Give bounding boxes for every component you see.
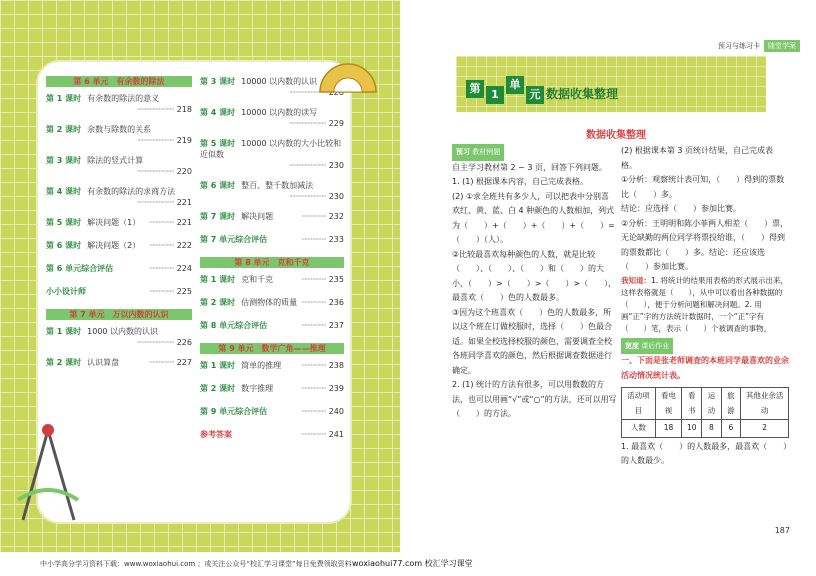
unit-char-4: 元	[526, 86, 544, 104]
unit-banner	[456, 56, 766, 112]
toc-entry-label	[46, 240, 140, 251]
toc-entry-label	[46, 357, 119, 368]
tip-label: 我知道：	[621, 275, 651, 285]
toc-lesson-number: 第 4 课时	[200, 108, 236, 117]
toc-page-number: ····· 240	[301, 406, 344, 417]
toc-summary-title: 第 6 单元综合评估	[46, 264, 114, 273]
toc-lesson-title: 数字推理	[241, 384, 274, 393]
toc-entry	[46, 155, 192, 177]
toc-entry-label	[200, 320, 267, 331]
question-line: 1. 最喜欢（ ）的人数最多，最喜欢（ ）的人数最少。	[621, 441, 788, 465]
intro-text: 自主学习教材第 2 ~ 3 页，回答下列问题。	[452, 162, 608, 172]
toc-lesson-title: 认识算盘	[87, 358, 120, 367]
toc-page-number: ····· 238	[301, 360, 344, 371]
toc-entry-label	[46, 286, 86, 297]
page-number: 187	[774, 526, 790, 535]
question-1	[452, 175, 617, 378]
toc-page-number: ····· 221	[149, 217, 192, 228]
toc-lesson-number: 第 2 课时	[200, 384, 236, 393]
toc-summary-title: 第 7 单元综合评估	[200, 235, 268, 244]
toc-entry	[46, 286, 192, 297]
table-row	[622, 420, 789, 438]
toc-entry-label	[200, 406, 267, 417]
toc-lesson-title: 有余数的除法的求商方法	[87, 187, 176, 196]
toc-lesson-number: 第 4 课时	[46, 187, 82, 196]
question-line: 1. (1) 根据课本内容，自己完成表格。	[452, 177, 589, 186]
toc-lesson-number: 第 1 课时	[46, 94, 82, 103]
toc-lesson-number: 第 1 课时	[200, 275, 236, 284]
tip-text: 1. 将统计的结果用表格的形式展示出来，这样表格就是（ ），从中可以看出各种数据的（ ），便于分析问题和解决问题。2. 用画“正”字的方法统计数据时，一个“正”字有（ ）笔，表示（ ）个被调查的事物。	[621, 275, 789, 333]
toc-entry	[46, 217, 192, 228]
toc-entry	[200, 406, 344, 417]
question-line: 结论：应选择（ ）参加比赛。	[621, 204, 741, 213]
toc-entry-label	[46, 263, 113, 274]
toc-entry	[200, 320, 344, 331]
toc-page-number: ····· 233	[301, 234, 344, 245]
toc-entry	[200, 360, 344, 371]
toc-page-number: ····· 220	[46, 166, 192, 177]
toc-lesson-title: 解决问题（1）	[87, 218, 141, 227]
toc-lesson-number: 第 3 课时	[200, 77, 236, 86]
survey-table	[621, 387, 789, 438]
table-cell: 10	[682, 420, 702, 438]
toc-summary-title: 参考答案	[200, 430, 232, 439]
toc-summary-title: 小小设计师	[46, 287, 86, 296]
toc-lesson-number: 第 6 课时	[46, 241, 82, 250]
toc-entry	[200, 180, 344, 202]
toc-entry-label	[46, 217, 140, 228]
practice-question-1	[621, 440, 789, 469]
footer-watermark: woxiaohui77.com 校汇学习课堂	[352, 559, 473, 568]
question-1-part-2	[621, 144, 789, 275]
toc-entry	[200, 383, 344, 394]
toc-lesson-title: 除法的竖式计算	[87, 156, 144, 165]
table-cell: 18	[655, 420, 682, 438]
toc-lesson-title: 估测物体的质量	[241, 298, 298, 307]
practice-intro: 一、下面是张老师调查的本班同学最喜欢的业余活动情况统计表。	[621, 356, 789, 380]
toc-page-number: ····· 225	[149, 286, 192, 297]
table-cell: 2	[741, 420, 789, 438]
toc-lesson-title: 10000 以内数的认识	[241, 77, 318, 86]
toc-entry	[46, 93, 192, 115]
toc-page-number: ····· 222	[149, 240, 192, 251]
question-2	[452, 378, 617, 422]
toc-lesson-title: 整百、整千数加减法	[241, 181, 314, 190]
toc-page-number: ····· 241	[301, 429, 344, 440]
question-line: ②比较最喜欢每种颜色的人数，就是比较（ ）、（ ）、（ ）和（ ）的大小，（ ）>（ ）>（ ）>（ ），最喜欢（ ）色的人数最多。	[452, 249, 617, 302]
toc-entry	[46, 186, 192, 208]
toc-entry	[200, 234, 344, 245]
toc-page-number: ····· 230	[200, 160, 344, 171]
toc-lesson-title: 克和千克	[241, 275, 274, 284]
table-header-cell: 旅游	[721, 388, 741, 420]
question-line: 2. (1) 统计的方法有很多，可以用数数的方法，也可以用画“√”或“○”的方法，还可以用写（ ）的方法。	[452, 380, 617, 418]
toc-entry	[46, 240, 192, 251]
content-column-right	[621, 144, 789, 469]
toc-entry	[46, 357, 192, 368]
toc-lesson-number: 第 3 课时	[46, 156, 82, 165]
toc-lesson-title: 解决问题	[241, 212, 274, 221]
toc-entry	[200, 211, 344, 222]
toc-lesson-number: 第 2 课时	[46, 358, 82, 367]
toc-entry	[200, 429, 344, 440]
unit-char-2: 1	[486, 86, 504, 104]
toc-entry	[200, 297, 344, 308]
unit-char-3: 单	[506, 76, 524, 94]
toc-lesson-number: 第 1 课时	[46, 327, 82, 336]
toc-entry-label	[200, 297, 297, 308]
toc-lesson-number: 第 5 课时	[200, 139, 236, 148]
compass-icon	[8, 420, 88, 530]
toc-page-number: ····· 218	[46, 104, 192, 115]
running-head-text: 预习与练习卡	[718, 42, 760, 50]
table-header-cell: 其他业余活动	[741, 388, 789, 420]
toc-entry	[46, 326, 192, 348]
toc-page-number: ····· 221	[46, 197, 192, 208]
table-header-cell: 看电视	[655, 388, 682, 420]
running-head-badge: 随堂学案	[764, 40, 800, 52]
toc-entry-label	[200, 211, 273, 222]
table-header-cell: 运动	[702, 388, 722, 420]
toc-entry-label	[200, 360, 281, 371]
toc-page-number: ····· 224	[149, 263, 192, 274]
toc-page-number: ····· 237	[301, 320, 344, 331]
unit-char-1: 第	[466, 80, 484, 98]
toc-summary-title: 第 8 单元综合评估	[200, 321, 268, 330]
toc-page-number: ····· 239	[301, 383, 344, 394]
toc-entry	[46, 124, 192, 146]
toc-page-number: ····· 236	[301, 297, 344, 308]
toc-unit-header: 第 6 单元 有余数的除法	[46, 76, 192, 87]
table-cell: 8	[702, 420, 722, 438]
toc-lesson-number: 第 2 课时	[200, 298, 236, 307]
toc-lesson-title: 余数与除数的关系	[87, 125, 152, 134]
toc-lesson-number: 第 7 课时	[200, 212, 236, 221]
unit-title: 数据收集整理	[546, 87, 619, 101]
toc-entry	[46, 263, 192, 274]
toc-page-number: ····· 232	[301, 211, 344, 222]
toc-lesson-title: 1000 以内数的认识	[87, 327, 159, 336]
toc-lesson-title: 简单的推理	[241, 361, 282, 370]
toc-entry-label	[200, 429, 232, 440]
toc-lesson-title: 10000 以内数的读写	[241, 108, 318, 117]
toc-entry-label	[200, 234, 267, 245]
toc-unit-header: 第 9 单元 数学广角——推理	[200, 343, 344, 354]
table-row-label: 人数	[622, 420, 656, 438]
toc-page-number: ····· 229	[200, 118, 344, 129]
toc-page-number: ····· 219	[46, 135, 192, 146]
toc-page-number: ····· 227	[149, 357, 192, 368]
toc-lesson-title: 有余数的除法的意义	[87, 94, 160, 103]
toc-page-number: ····· 226	[46, 337, 192, 348]
tag-preview: 预习 教材例题	[452, 144, 504, 161]
toc-column-right	[200, 76, 344, 452]
toc-lesson-number: 第 5 课时	[46, 218, 82, 227]
question-line: ③因为这个班喜欢（ ）色的人数最多，所以这个班在订做校服时，选择（ ）色最合适。如果全校选择校服的颜色，需要调查全校各班同学喜欢的颜色，然后根据调查数据进行确定。	[452, 307, 612, 375]
toc-entry	[200, 107, 344, 129]
content-column-left	[452, 144, 617, 422]
page-gutter	[400, 0, 416, 552]
toc-lesson-number: 第 1 课时	[200, 361, 236, 370]
footer	[0, 552, 816, 576]
running-head	[718, 40, 800, 52]
tag-practice: 宽度 课后作业	[621, 338, 673, 355]
table-header-cell: 活动项目	[622, 388, 656, 420]
question-line: ①分析：观察统计表可知，（ ）得到的票数比（ ）多。	[621, 175, 785, 199]
table-header-cell: 看书	[682, 388, 702, 420]
toc-summary-title: 第 9 单元综合评估	[200, 407, 268, 416]
toc-lesson-title: 10000 以内数的大小比较和近似数	[200, 139, 342, 159]
toc-entry-label	[200, 383, 273, 394]
toc-entry	[200, 274, 344, 285]
toc-lesson-number: 第 6 课时	[200, 181, 236, 190]
question-line: (2) ①求全班共有多少人，可以把表中分别喜欢红、黄、蓝、白 4 种颜色的人数相加，列式为（ ）+（ ）+（ ）+（ ）=（ ）（人）。	[452, 191, 615, 244]
toc-lesson-title: 解决问题（2）	[87, 241, 141, 250]
section-title: 数据收集整理	[586, 130, 646, 141]
toc-column-left	[46, 76, 192, 380]
toc-entry	[200, 138, 344, 171]
protractor-icon	[316, 40, 380, 96]
question-line: ②分析：王明明和陈小菲两人相差（ ）票，无论缺勤的两位同学将票投给谁，（ ）得到的票数都比（ ）多。结论：还应该选（ ）参加比赛。	[621, 218, 789, 271]
toc-unit-header: 第 7 单元 万以内数的认识	[46, 309, 192, 320]
toc-page-number: ····· 235	[301, 274, 344, 285]
footer-left: 中小学高分学习资料下载：www.woxiaohui.com ；或关注公众号“校汇学习课堂”每日免费领取资料	[40, 560, 352, 568]
table-cell: 6	[721, 420, 741, 438]
right-page	[416, 0, 816, 552]
tip-box	[621, 275, 789, 335]
toc-lesson-number: 第 2 课时	[46, 125, 82, 134]
toc-unit-header: 第 8 单元 克和千克	[200, 257, 344, 268]
left-page	[0, 0, 400, 552]
toc-page-number: ····· 230	[200, 191, 344, 202]
question-line: (2) 根据课本第 3 页统计结果，自己完成表格。	[621, 146, 774, 170]
table-header-row	[622, 388, 789, 420]
toc-entry-label	[200, 274, 273, 285]
